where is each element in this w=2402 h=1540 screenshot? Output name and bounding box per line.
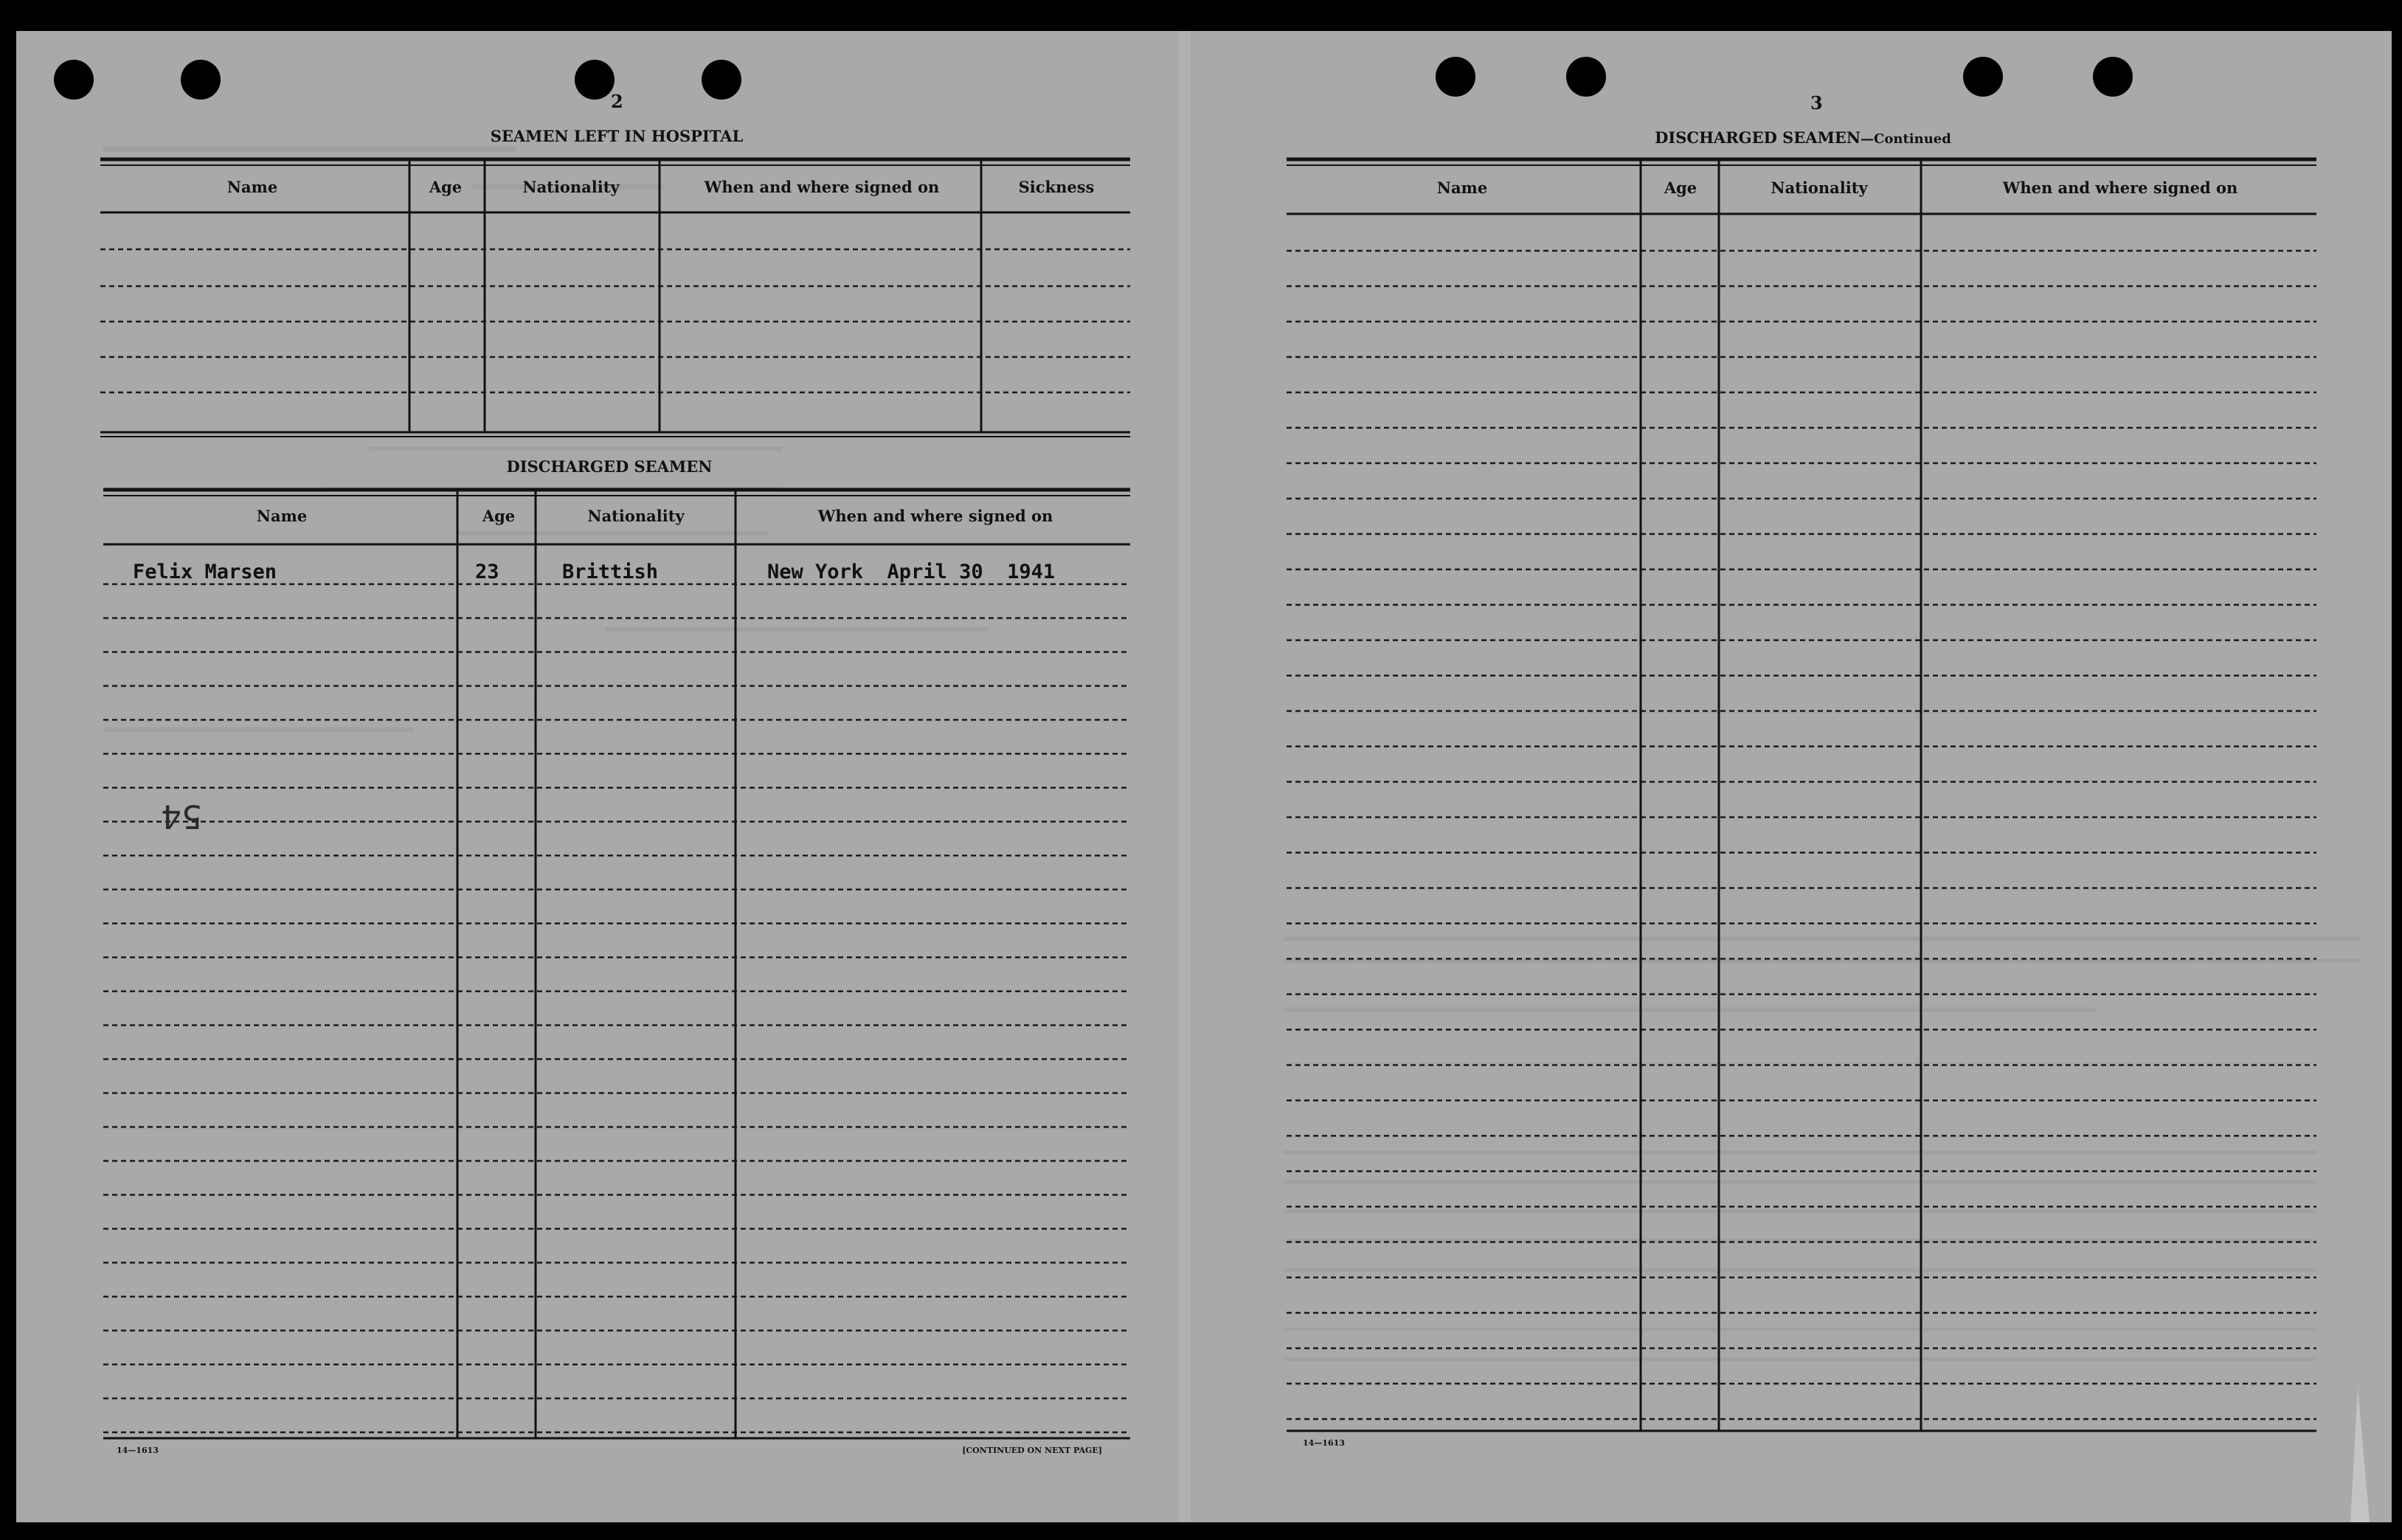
right-section-title (1655, 128, 1951, 147)
discharged-col-name: Name (256, 507, 308, 525)
punch-hole-icon (181, 60, 221, 100)
right-col-signed-on: When and where signed on (2002, 178, 2238, 197)
punch-hole-icon (2093, 57, 2133, 97)
hospital-section-title: SEAMEN LEFT IN HOSPITAL (490, 127, 744, 145)
right-section-title-main: DISCHARGED SEAMEN (1655, 128, 1861, 147)
discharged-col-age: Age (482, 507, 516, 525)
hospital-col-age: Age (429, 178, 463, 196)
discharged-col-signed-on: When and where signed on (817, 507, 1053, 525)
punch-hole-icon (575, 60, 615, 100)
right-col-age: Age (1664, 178, 1697, 197)
punch-hole-icon (702, 60, 741, 100)
punch-hole-icon (1436, 57, 1475, 97)
hospital-col-name: Name (226, 178, 278, 196)
continued-note: [CONTINUED ON NEXT PAGE] (962, 1446, 1102, 1455)
paper-background (16, 31, 2392, 1522)
seaman-name: Felix Marsen (133, 561, 277, 583)
left-form-number: 14—1613 (117, 1446, 159, 1455)
left-page-number: 2 (611, 91, 623, 112)
hospital-col-nationality: Nationality (522, 178, 620, 196)
hospital-col-sickness: Sickness (1018, 178, 1095, 196)
hospital-col-signed-on: When and where signed on (704, 178, 940, 196)
right-col-nationality: Nationality (1771, 178, 1868, 197)
right-form-number: 14—1613 (1303, 1438, 1345, 1448)
right-col-name: Name (1436, 178, 1488, 197)
right-section-title-suffix: —Continued (1861, 131, 1951, 147)
punch-hole-icon (54, 60, 94, 100)
right-page-number: 3 (1810, 92, 1823, 114)
handwritten-note: 54 (161, 797, 202, 835)
seaman-nationality: Brittish (562, 561, 659, 583)
seaman-signed-on: New York April 30 1941 (767, 561, 1056, 583)
table-row (133, 561, 1055, 583)
discharged-section-title: DISCHARGED SEAMEN (506, 457, 713, 476)
seaman-age: 23 (475, 561, 499, 583)
punch-hole-icon (1566, 57, 1606, 97)
discharged-col-nationality: Nationality (587, 507, 685, 525)
punch-hole-icon (1963, 57, 2003, 97)
